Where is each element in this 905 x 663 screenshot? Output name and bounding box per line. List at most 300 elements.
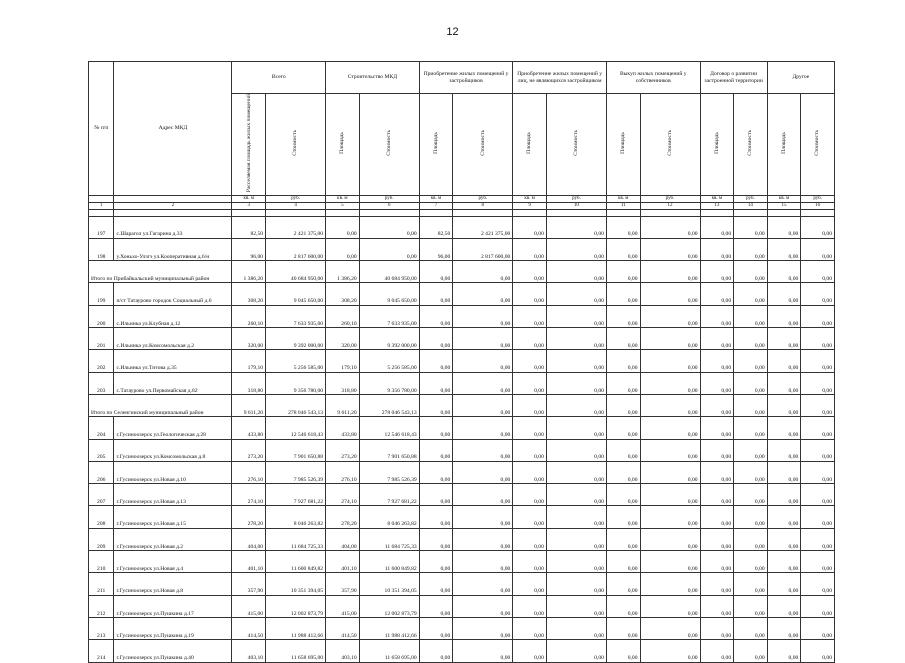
value-cell: 7 927 681,22 xyxy=(359,484,419,506)
value-cell: 0,00 xyxy=(700,528,734,550)
value-cell: 0,00 xyxy=(767,461,801,483)
value-cell: 0,00 xyxy=(546,417,606,439)
row-number: 198 xyxy=(89,238,114,260)
value-cell: 0,00 xyxy=(801,595,835,617)
table-row xyxy=(89,417,835,439)
subheader-label: Стоимость xyxy=(385,130,392,156)
unit-cell: кв. м xyxy=(767,195,801,202)
value-cell: 0,00 xyxy=(419,394,453,416)
value-cell: 0,00 xyxy=(700,394,734,416)
value-cell: 0,00 xyxy=(606,350,640,372)
value-cell: 12 002 873,79 xyxy=(359,595,419,617)
value-cell: 0,00 xyxy=(640,328,700,350)
value-cell: 0,00 xyxy=(513,439,547,461)
row-number: 212 xyxy=(89,595,114,617)
value-cell: 273,20 xyxy=(232,439,266,461)
value-cell: 0,00 xyxy=(767,551,801,573)
value-cell: 0,00 xyxy=(513,551,547,573)
value-cell: 0,00 xyxy=(453,484,513,506)
value-cell: 401,10 xyxy=(326,551,360,573)
value-cell: 0,00 xyxy=(419,439,453,461)
value-cell: 82,50 xyxy=(419,216,453,238)
value-cell: 11 684 725,33 xyxy=(359,528,419,550)
value-cell: 0,00 xyxy=(767,261,801,283)
value-cell: 0,00 xyxy=(606,216,640,238)
unit-cell: руб. xyxy=(640,195,700,202)
value-cell: 0,00 xyxy=(767,305,801,327)
value-cell: 278 046 543,13 xyxy=(359,394,419,416)
value-cell: 415,00 xyxy=(232,595,266,617)
value-cell: 5 256 585,00 xyxy=(359,350,419,372)
subheader-cell xyxy=(359,94,419,196)
value-cell: 0,00 xyxy=(453,506,513,528)
value-cell: 0,00 xyxy=(546,506,606,528)
value-cell: 0,00 xyxy=(513,417,547,439)
column-number-cell: 10 xyxy=(546,202,606,209)
value-cell: 0,00 xyxy=(700,506,734,528)
value-cell: 0,00 xyxy=(801,238,835,260)
value-cell: 7 901 650,88 xyxy=(266,439,326,461)
subheader-cell xyxy=(700,94,734,196)
column-number-cell: 3 xyxy=(232,202,266,209)
table-row xyxy=(89,484,835,506)
value-cell: 0,00 xyxy=(606,417,640,439)
value-cell: 357,90 xyxy=(232,573,266,595)
value-cell: 0,00 xyxy=(640,617,700,639)
subheader-cell xyxy=(419,94,453,196)
value-cell: 0,00 xyxy=(606,617,640,639)
subheader-label: Стоимость xyxy=(292,130,299,156)
value-cell: 82,50 xyxy=(232,216,266,238)
value-cell: 0,00 xyxy=(734,305,768,327)
value-cell: 0,00 xyxy=(767,640,801,662)
value-cell: 0,00 xyxy=(606,573,640,595)
value-cell: 403,10 xyxy=(232,640,266,662)
unit-cell xyxy=(114,195,232,202)
value-cell: 0,00 xyxy=(734,261,768,283)
column-number-cell: 8 xyxy=(453,202,513,209)
value-cell: 0,00 xyxy=(513,394,547,416)
row-number: 199 xyxy=(89,283,114,305)
value-cell: 0,00 xyxy=(734,238,768,260)
value-cell: 0,00 xyxy=(513,350,547,372)
value-cell: 1 386,20 xyxy=(326,261,360,283)
value-cell: 0,00 xyxy=(640,528,700,550)
unit-cell: кв. м xyxy=(700,195,734,202)
value-cell: 0,00 xyxy=(767,506,801,528)
value-cell: 0,00 xyxy=(801,394,835,416)
unit-cell: кв. м xyxy=(606,195,640,202)
column-number-cell: 13 xyxy=(700,202,734,209)
row-number: 205 xyxy=(89,439,114,461)
subheader-label: Площадь xyxy=(526,132,533,154)
row-address: с.Татаурово ул.Первомайская д.82 xyxy=(114,372,232,394)
value-cell: 0,00 xyxy=(640,350,700,372)
table-row xyxy=(89,350,835,372)
value-cell: 0,00 xyxy=(734,640,768,662)
value-cell: 0,00 xyxy=(453,617,513,639)
value-cell: 274,10 xyxy=(232,484,266,506)
value-cell: 0,00 xyxy=(640,417,700,439)
value-cell: 0,00 xyxy=(640,461,700,483)
value-cell: 318,80 xyxy=(326,372,360,394)
value-cell: 318,80 xyxy=(232,372,266,394)
value-cell: 0,00 xyxy=(419,528,453,550)
table-row xyxy=(89,283,835,305)
value-cell: 0,00 xyxy=(453,305,513,327)
subheader-label: Стоимость xyxy=(666,130,673,156)
value-cell: 0,00 xyxy=(700,328,734,350)
value-cell: 0,00 xyxy=(359,238,419,260)
column-number-cell: 2 xyxy=(114,202,232,209)
value-cell: 0,00 xyxy=(453,350,513,372)
value-cell: 2 817 600,00 xyxy=(453,238,513,260)
table-row xyxy=(89,595,835,617)
table-row xyxy=(89,617,835,639)
value-cell: 0,00 xyxy=(640,484,700,506)
subtotal-label: Итого по Селенгинский муниципальный район xyxy=(89,394,232,416)
header-group-total: Всего xyxy=(232,62,326,94)
table-row xyxy=(89,439,835,461)
value-cell: 12 002 873,79 xyxy=(266,595,326,617)
subheader-cell xyxy=(640,94,700,196)
value-cell: 2 421 375,00 xyxy=(453,216,513,238)
value-cell: 0,00 xyxy=(419,261,453,283)
value-cell: 0,00 xyxy=(767,372,801,394)
row-number: 206 xyxy=(89,461,114,483)
value-cell: 0,00 xyxy=(801,617,835,639)
value-cell: 0,00 xyxy=(546,461,606,483)
value-cell: 0,00 xyxy=(700,261,734,283)
value-cell: 0,00 xyxy=(801,216,835,238)
unit-cell: кв. м xyxy=(419,195,453,202)
value-cell: 0,00 xyxy=(546,261,606,283)
value-cell: 0,00 xyxy=(801,283,835,305)
value-cell: 0,00 xyxy=(734,461,768,483)
value-cell: 308,20 xyxy=(326,283,360,305)
value-cell: 414,50 xyxy=(326,617,360,639)
value-cell: 278,20 xyxy=(326,506,360,528)
value-cell: 12 546 618,43 xyxy=(266,417,326,439)
value-cell: 0,00 xyxy=(606,484,640,506)
row-number: 214 xyxy=(89,640,114,662)
value-cell: 0,00 xyxy=(734,417,768,439)
value-cell: 0,00 xyxy=(734,484,768,506)
value-cell: 0,00 xyxy=(734,283,768,305)
row-address: с.Ильинка ул.Комсомольская д.2 xyxy=(114,328,232,350)
table-row xyxy=(89,305,835,327)
value-cell: 0,00 xyxy=(640,551,700,573)
value-cell: 433,80 xyxy=(326,417,360,439)
value-cell: 0,00 xyxy=(734,551,768,573)
value-cell: 0,00 xyxy=(767,595,801,617)
value-cell: 0,00 xyxy=(359,216,419,238)
row-number: 202 xyxy=(89,350,114,372)
unit-cell: кв. м xyxy=(232,195,266,202)
value-cell: 40 684 950,00 xyxy=(266,261,326,283)
value-cell: 0,00 xyxy=(546,595,606,617)
unit-cell: руб. xyxy=(266,195,326,202)
value-cell: 0,00 xyxy=(513,595,547,617)
value-cell: 401,10 xyxy=(232,551,266,573)
value-cell: 11 988 412,66 xyxy=(359,617,419,639)
value-cell: 0,00 xyxy=(801,372,835,394)
value-cell: 11 600 849,82 xyxy=(266,551,326,573)
value-cell: 278,20 xyxy=(232,506,266,528)
value-cell: 0,00 xyxy=(767,573,801,595)
value-cell: 12 546 618,43 xyxy=(359,417,419,439)
value-cell: 9 611,20 xyxy=(232,394,266,416)
value-cell: 0,00 xyxy=(419,484,453,506)
value-cell: 8 046 263,82 xyxy=(266,506,326,528)
column-number-cell: 1 xyxy=(89,202,114,209)
value-cell: 0,00 xyxy=(700,573,734,595)
value-cell: 0,00 xyxy=(546,216,606,238)
page-number: 12 xyxy=(446,26,459,38)
value-cell: 0,00 xyxy=(606,283,640,305)
value-cell: 0,00 xyxy=(606,595,640,617)
value-cell: 0,00 xyxy=(453,283,513,305)
value-cell: 0,00 xyxy=(801,305,835,327)
table-row xyxy=(89,640,835,662)
unit-cell: кв. м xyxy=(326,195,360,202)
value-cell: 11 684 725,33 xyxy=(266,528,326,550)
value-cell: 0,00 xyxy=(734,595,768,617)
value-cell: 276,10 xyxy=(326,461,360,483)
table-row xyxy=(89,528,835,550)
table-row xyxy=(89,573,835,595)
value-cell: 0,00 xyxy=(606,640,640,662)
subheader-label: Расселяемая площадь жилых помещений xyxy=(245,94,252,193)
unit-cell: руб. xyxy=(359,195,419,202)
row-address: г.Гусиноозерск ул.Комсомольская д.8 xyxy=(114,439,232,461)
row-address: г.Гусиноозерск ул.Новая д.8 xyxy=(114,573,232,595)
value-cell: 9 392 000,00 xyxy=(266,328,326,350)
value-cell: 0,00 xyxy=(606,506,640,528)
value-cell: 0,00 xyxy=(546,350,606,372)
value-cell: 273,20 xyxy=(326,439,360,461)
value-cell: 0,00 xyxy=(767,617,801,639)
value-cell: 0,00 xyxy=(767,439,801,461)
subheader-cell xyxy=(801,94,835,196)
subheader-label: Площадь xyxy=(713,132,720,154)
value-cell: 10 351 394,05 xyxy=(359,573,419,595)
value-cell: 0,00 xyxy=(700,417,734,439)
value-cell: 0,00 xyxy=(453,328,513,350)
value-cell: 0,00 xyxy=(513,640,547,662)
value-cell: 0,00 xyxy=(419,461,453,483)
value-cell: 0,00 xyxy=(546,283,606,305)
value-cell: 0,00 xyxy=(419,350,453,372)
value-cell: 0,00 xyxy=(700,484,734,506)
column-number-cell: 14 xyxy=(734,202,768,209)
value-cell: 0,00 xyxy=(453,640,513,662)
unit-cell: кв. м xyxy=(513,195,547,202)
value-cell: 0,00 xyxy=(606,394,640,416)
subheader-cell xyxy=(266,94,326,196)
value-cell: 0,00 xyxy=(419,305,453,327)
value-cell: 0,00 xyxy=(734,439,768,461)
value-cell: 5 256 585,00 xyxy=(266,350,326,372)
value-cell: 0,00 xyxy=(640,216,700,238)
value-cell: 0,00 xyxy=(767,216,801,238)
value-cell: 0,00 xyxy=(546,394,606,416)
subheader-label: Площадь xyxy=(780,132,787,154)
value-cell: 0,00 xyxy=(606,372,640,394)
value-cell: 0,00 xyxy=(767,283,801,305)
column-number-cell: 16 xyxy=(801,202,835,209)
subheader-label: Площадь xyxy=(432,132,439,154)
row-address: п/ст Татаурово городок Социальный д.6 xyxy=(114,283,232,305)
row-address: г.Гусиноозерск ул.Пушкина д.40 xyxy=(114,640,232,662)
value-cell: 0,00 xyxy=(546,640,606,662)
row-address: г.Гусиноозерск ул.Новая д.4 xyxy=(114,551,232,573)
subheader-cell xyxy=(513,94,547,196)
table-row xyxy=(89,551,835,573)
value-cell: 9 045 650,00 xyxy=(266,283,326,305)
value-cell: 9 356 780,00 xyxy=(266,372,326,394)
column-number-cell: 9 xyxy=(513,202,547,209)
value-cell: 320,00 xyxy=(326,328,360,350)
subheader-cell xyxy=(546,94,606,196)
value-cell: 0,00 xyxy=(640,305,700,327)
value-cell: 0,00 xyxy=(453,394,513,416)
value-cell: 11 988 412,66 xyxy=(266,617,326,639)
value-cell: 0,00 xyxy=(606,328,640,350)
value-cell: 0,00 xyxy=(419,640,453,662)
value-cell: 0,00 xyxy=(801,528,835,550)
value-cell: 0,00 xyxy=(419,417,453,439)
value-cell: 0,00 xyxy=(453,461,513,483)
row-address: г.Гусиноозерск ул.Новая д.13 xyxy=(114,484,232,506)
value-cell: 0,00 xyxy=(453,417,513,439)
value-cell: 0,00 xyxy=(734,528,768,550)
value-cell: 404,00 xyxy=(232,528,266,550)
row-address: с.Ильинка ул.Титова д.35 xyxy=(114,350,232,372)
value-cell: 308,20 xyxy=(232,283,266,305)
value-cell: 9 611,20 xyxy=(326,394,360,416)
value-cell: 0,00 xyxy=(419,573,453,595)
value-cell: 278 046 543,13 xyxy=(266,394,326,416)
value-cell: 0,00 xyxy=(419,372,453,394)
row-number: 204 xyxy=(89,417,114,439)
value-cell: 0,00 xyxy=(546,328,606,350)
value-cell: 0,00 xyxy=(801,417,835,439)
value-cell: 0,00 xyxy=(606,528,640,550)
row-address: г.Гусиноозерск ул.Геологическая д.28 xyxy=(114,417,232,439)
value-cell: 0,00 xyxy=(453,439,513,461)
value-cell: 0,00 xyxy=(546,528,606,550)
value-cell: 0,00 xyxy=(513,305,547,327)
value-cell: 0,00 xyxy=(513,216,547,238)
subheader-cell xyxy=(232,94,266,196)
value-cell: 7 901 650,88 xyxy=(359,439,419,461)
subheader-cell xyxy=(326,94,360,196)
row-number: 208 xyxy=(89,506,114,528)
value-cell: 2 817 600,00 xyxy=(266,238,326,260)
value-cell: 0,00 xyxy=(640,640,700,662)
value-cell: 0,00 xyxy=(546,305,606,327)
column-number-cell: 12 xyxy=(640,202,700,209)
value-cell: 0,00 xyxy=(734,394,768,416)
value-cell: 0,00 xyxy=(606,551,640,573)
value-cell: 0,00 xyxy=(767,238,801,260)
value-cell: 179,10 xyxy=(326,350,360,372)
table-row xyxy=(89,238,835,260)
value-cell: 0,00 xyxy=(734,216,768,238)
row-number: 211 xyxy=(89,573,114,595)
unit-cell: руб. xyxy=(546,195,606,202)
value-cell: 0,00 xyxy=(513,484,547,506)
value-cell: 0,00 xyxy=(513,328,547,350)
value-cell: 0,00 xyxy=(546,372,606,394)
row-address: г.Гусиноозерск ул.Пушкина д.19 xyxy=(114,617,232,639)
unit-cell: руб. xyxy=(801,195,835,202)
value-cell: 0,00 xyxy=(801,573,835,595)
header-group-other: Другое xyxy=(767,62,834,94)
value-cell: 96,00 xyxy=(419,238,453,260)
value-cell: 320,00 xyxy=(232,328,266,350)
subtotal-row xyxy=(89,394,835,416)
value-cell: 0,00 xyxy=(767,528,801,550)
value-cell: 0,00 xyxy=(700,305,734,327)
value-cell: 0,00 xyxy=(326,238,360,260)
value-cell: 276,10 xyxy=(232,461,266,483)
value-cell: 0,00 xyxy=(734,573,768,595)
value-cell: 9 356 780,00 xyxy=(359,372,419,394)
subheader-cell xyxy=(767,94,801,196)
row-number: 207 xyxy=(89,484,114,506)
value-cell: 0,00 xyxy=(453,528,513,550)
table-row xyxy=(89,506,835,528)
value-cell: 0,00 xyxy=(700,461,734,483)
subheader-label: Стоимость xyxy=(814,130,821,156)
value-cell: 0,00 xyxy=(700,439,734,461)
value-cell: 0,00 xyxy=(700,640,734,662)
value-cell: 0,00 xyxy=(801,328,835,350)
value-cell: 0,00 xyxy=(700,216,734,238)
table-row xyxy=(89,372,835,394)
value-cell: 0,00 xyxy=(546,617,606,639)
value-cell: 0,00 xyxy=(640,238,700,260)
value-cell: 0,00 xyxy=(801,484,835,506)
row-address: г.Гусиноозерск ул.Новая д.10 xyxy=(114,461,232,483)
value-cell: 0,00 xyxy=(513,372,547,394)
value-cell: 0,00 xyxy=(453,551,513,573)
subtotal-row xyxy=(89,261,835,283)
value-cell: 0,00 xyxy=(700,283,734,305)
table-row xyxy=(89,216,835,238)
value-cell: 0,00 xyxy=(640,394,700,416)
value-cell: 0,00 xyxy=(453,261,513,283)
header-group-non-developers: Приобретение жилых помещений у лиц, не являющихся застройщиком xyxy=(513,62,607,94)
value-cell: 0,00 xyxy=(640,261,700,283)
header-group-construction: Строительство МКД xyxy=(326,62,420,94)
row-address: г.Гусиноозерск ул.Новая д.15 xyxy=(114,506,232,528)
value-cell: 0,00 xyxy=(767,394,801,416)
value-cell: 1 386,20 xyxy=(232,261,266,283)
value-cell: 0,00 xyxy=(734,506,768,528)
value-cell: 0,00 xyxy=(767,484,801,506)
value-cell: 0,00 xyxy=(734,372,768,394)
row-number: 213 xyxy=(89,617,114,639)
value-cell: 7 985 526,39 xyxy=(266,461,326,483)
value-cell: 414,50 xyxy=(232,617,266,639)
value-cell: 0,00 xyxy=(453,372,513,394)
value-cell: 0,00 xyxy=(546,551,606,573)
subheader-label: Стоимость xyxy=(479,130,486,156)
value-cell: 7 927 681,22 xyxy=(266,484,326,506)
